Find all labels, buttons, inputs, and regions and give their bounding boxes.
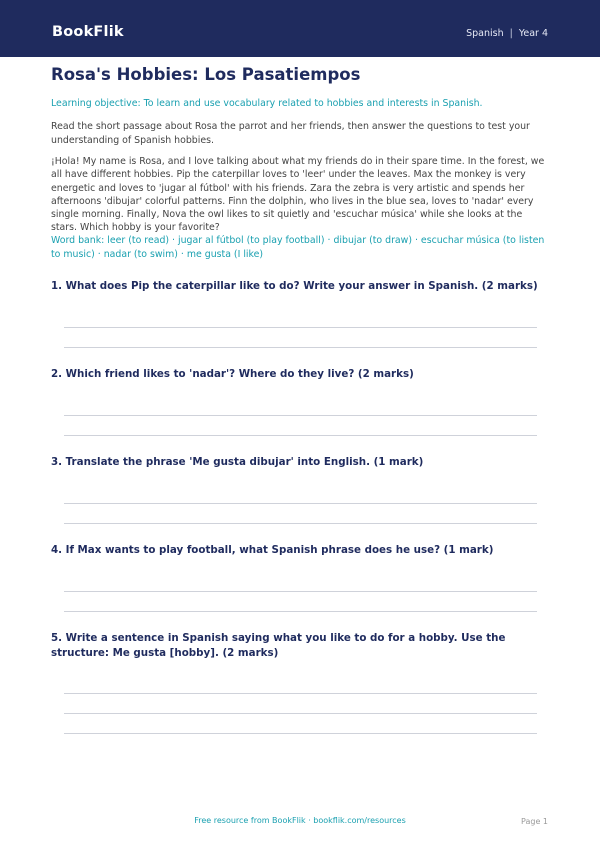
- year-label: Year 4: [518, 28, 548, 39]
- answer-line[interactable]: [64, 435, 537, 436]
- answer-line[interactable]: [64, 327, 537, 328]
- answer-line[interactable]: [64, 523, 537, 524]
- answer-line[interactable]: [64, 347, 537, 348]
- page-title: Rosa's Hobbies: Los Pasatiempos: [51, 65, 361, 84]
- reading-passage: ¡Hola! My name is Rosa, and I love talking about what my friends do in their spare time. In the forest, we all have different hobbies. Pip the caterpillar loves to 'leer' under the leaves. Max the monkey is very energetic and loves to 'jugar al fútbol' with his friends. Zara the zebra is very artistic and spends her afternoons 'dibujar' colorful patterns. Finn the dolphin, who lives in the blue sea, loves to 'nadar' every single morning. Finally, Nova the owl likes to sit quietly and 'escuchar música' while she looks at the stars. Which hobby is your favorite?: [51, 156, 545, 234]
- header-bar: [0, 0, 600, 57]
- learning-objective: Learning objective: To learn and use vocabulary related to hobbies and interests in Spanish.: [51, 98, 483, 109]
- question-2: 2. Which friend likes to 'nadar'? Where do they live? (2 marks): [51, 368, 414, 380]
- brand-logo-text[interactable]: BookFlik: [52, 24, 124, 40]
- meta-separator: |: [509, 28, 513, 39]
- answer-line[interactable]: [64, 713, 537, 714]
- question-1: 1. What does Pip the caterpillar like to do? Write your answer in Spanish. (2 marks): [51, 280, 538, 292]
- word-bank: Word bank: leer (to read) · jugar al fútbol (to play football) · dibujar (to draw) · escuchar música (to listen to music) · nadar (to swim) · me gusta (I like): [51, 235, 545, 260]
- answer-line[interactable]: [64, 693, 537, 694]
- intro-text: Read the short passage about Rosa the parrot and her friends, then answer the questions to test your understanding of Spanish hobbies.: [51, 121, 530, 146]
- page-number: Page 1: [521, 817, 548, 826]
- answer-line[interactable]: [64, 415, 537, 416]
- answer-line[interactable]: [64, 733, 537, 734]
- footer-credit[interactable]: Free resource from BookFlik · bookflik.com/resources: [194, 816, 406, 825]
- subject-label: Spanish: [466, 28, 504, 39]
- question-3: 3. Translate the phrase 'Me gusta dibujar' into English. (1 mark): [51, 456, 424, 468]
- header-meta: [466, 28, 548, 39]
- question-5: 5. Write a sentence in Spanish saying what you like to do for a hobby. Use the structure: Me gusta [hobby]. (2 marks): [51, 632, 506, 659]
- question-4: 4. If Max wants to play football, what Spanish phrase does he use? (1 mark): [51, 544, 494, 556]
- answer-line[interactable]: [64, 591, 537, 592]
- answer-line[interactable]: [64, 611, 537, 612]
- answer-line[interactable]: [64, 503, 537, 504]
